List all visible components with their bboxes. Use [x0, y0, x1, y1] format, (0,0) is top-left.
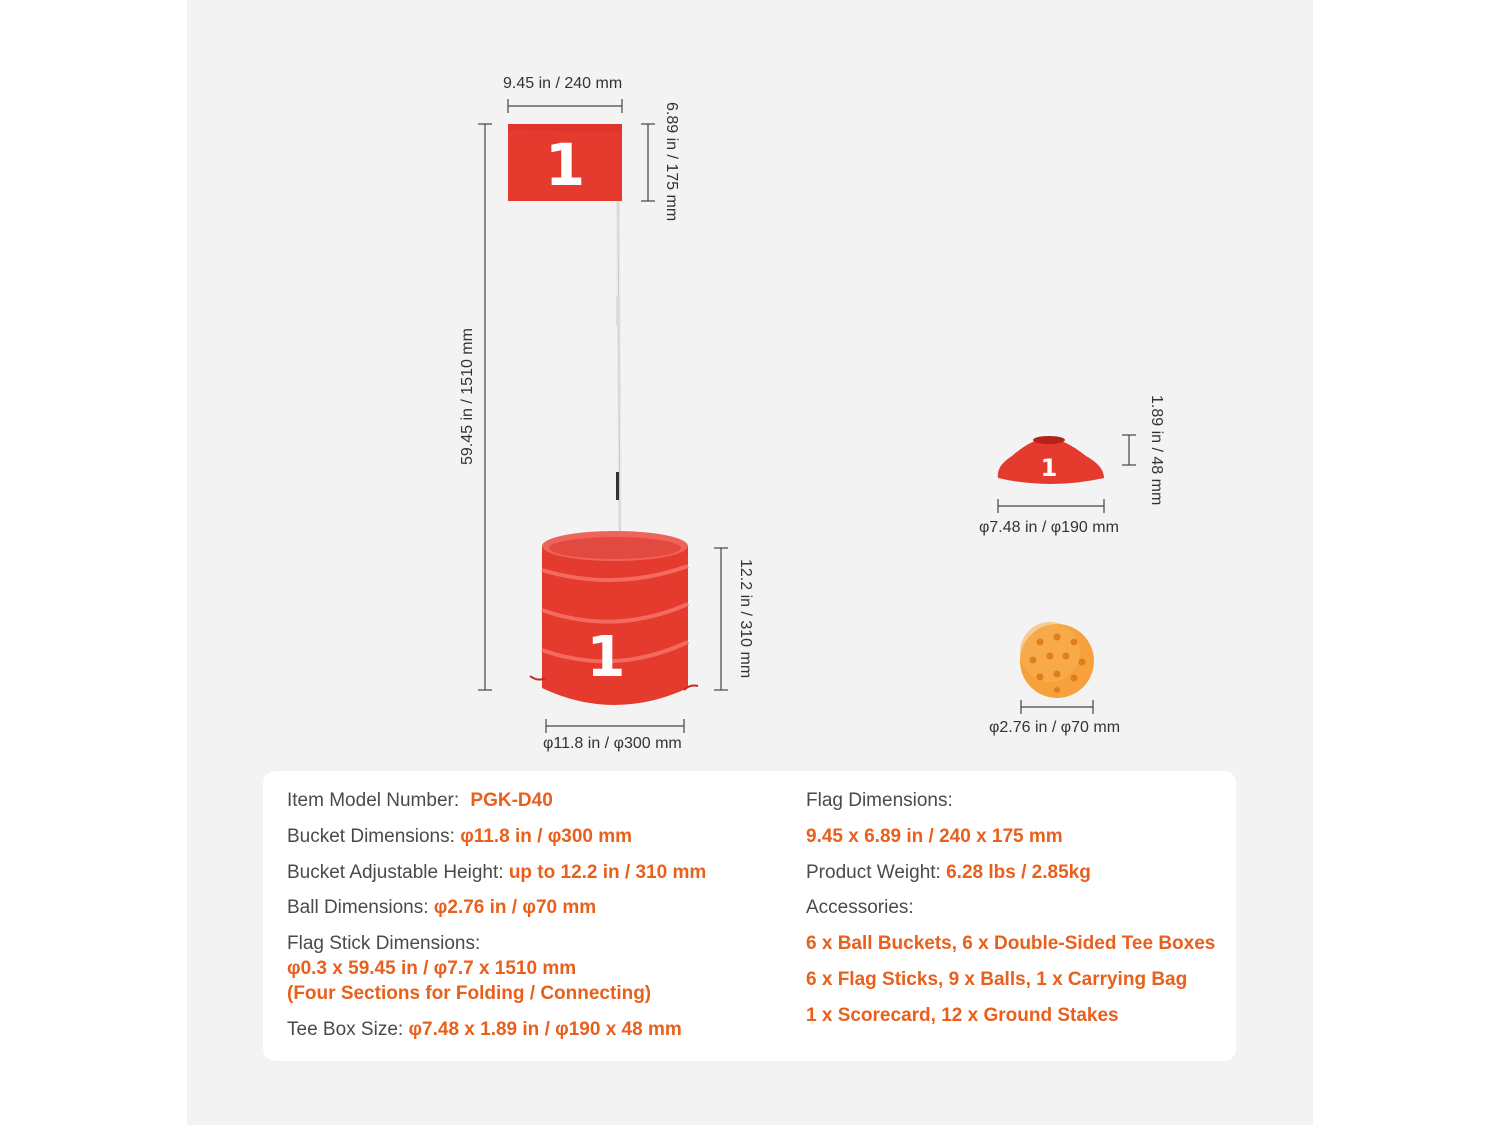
flag-stick	[616, 198, 620, 560]
spec-weight-value: 6.28 lbs / 2.85kg	[946, 862, 1091, 883]
spec-ball-label: Ball Dimensions:	[287, 897, 429, 918]
accessory-item: 1 x Scorecard, 12 x Ground Stakes	[806, 1005, 1119, 1026]
spec-flag-value: 9.45 x 6.89 in / 240 x 175 mm	[806, 826, 1063, 847]
spec-stick-label: Flag Stick Dimensions:	[287, 933, 481, 954]
spec-model-label: Item Model Number:	[287, 790, 460, 811]
spec-flag-label: Flag Dimensions:	[806, 790, 953, 811]
spec-tee-label: Tee Box Size:	[287, 1019, 404, 1040]
stick-height-label: 59.45 in / 1510 mm	[459, 328, 476, 465]
spec-bucket-value: φ11.8 in / φ300 mm	[460, 826, 633, 847]
spec-height-value: up to 12.2 in / 310 mm	[508, 862, 707, 883]
spec-tee	[287, 1019, 682, 1041]
tee-diameter-label: φ7.48 in / φ190 mm	[979, 519, 1119, 536]
spec-bucket-label: Bucket Dimensions:	[287, 826, 455, 847]
golf-flag	[508, 124, 622, 201]
spec-tee-value: φ7.48 x 1.89 in / φ190 x 48 mm	[408, 1019, 682, 1040]
spec-card	[263, 771, 1236, 1061]
spec-model-value: PGK-D40	[470, 790, 553, 811]
tee-number: 1	[1040, 454, 1058, 482]
spec-ball	[287, 897, 596, 919]
spec-stick-note: (Four Sections for Folding / Connecting)	[287, 983, 652, 1004]
spec-model	[287, 790, 553, 812]
spec-height	[287, 862, 706, 884]
tee-box	[998, 436, 1104, 484]
spec-bucket	[287, 826, 632, 848]
ball-bucket	[530, 531, 698, 705]
spec-ball-value: φ2.76 in / φ70 mm	[433, 897, 597, 918]
bucket-number: 1	[586, 625, 626, 690]
accessory-item: 6 x Flag Sticks, 9 x Balls, 1 x Carrying Bag	[806, 969, 1188, 990]
flag-height-label: 6.89 in / 175 mm	[663, 102, 680, 222]
spec-weight-label: Product Weight:	[806, 862, 941, 883]
accessory-item: 6 x Ball Buckets, 6 x Double-Sided Tee Boxes	[806, 933, 1216, 954]
bucket-height-label: 12.2 in / 310 mm	[737, 559, 754, 679]
bucket-diameter-label: φ11.8 in / φ300 mm	[543, 735, 682, 752]
flag-width-label: 9.45 in / 240 mm	[503, 75, 623, 92]
spec-accessories-label: Accessories:	[806, 897, 914, 918]
ball-diameter-label: φ2.76 in / φ70 mm	[989, 719, 1121, 736]
tee-height-label: 1.89 in / 48 mm	[1148, 395, 1165, 506]
flag-number: 1	[544, 131, 586, 199]
spec-stick-value: φ0.3 x 59.45 in / φ7.7 x 1510 mm	[287, 958, 577, 979]
practice-ball	[1020, 622, 1094, 698]
spec-weight	[806, 862, 1091, 884]
spec-height-label: Bucket Adjustable Height:	[287, 862, 504, 883]
